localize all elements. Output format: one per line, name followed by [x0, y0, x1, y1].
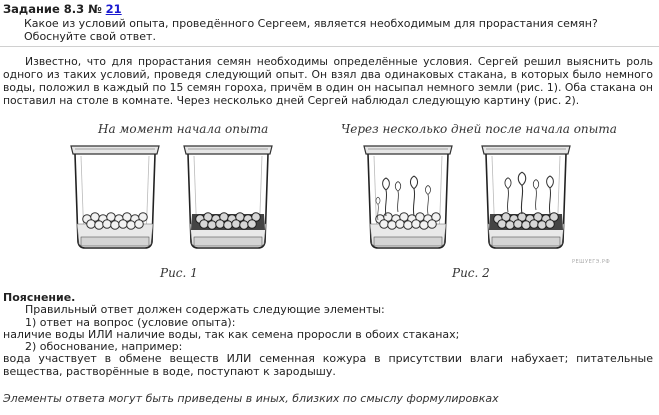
task-question: Какое из условий опыта, проведённого Сергеем, является необходимым для прорастания семян? Обоснуйте свой ответ. [24, 17, 598, 43]
intro-text [3, 55, 653, 107]
task-label: Задание 8.3 № [3, 2, 102, 16]
glass-1-soil [184, 146, 272, 248]
explanation-title: Пояснение. [3, 291, 76, 304]
explanation-line: Правильный ответ должен содержать следующие элементы: [25, 303, 385, 317]
figure-right-title: Через несколько дней после начала опыта [341, 122, 617, 136]
experiment-figure [0, 120, 659, 280]
explanation-line: 2) обоснование, например: [25, 340, 183, 354]
watermark: РЕШУЕГЭ.РФ [572, 259, 611, 265]
glass-2-soil [482, 146, 570, 248]
answer-note: Элементы ответа могут быть приведены в иных, близких по смыслу формулировках [3, 392, 499, 405]
figure-caption-2: Рис. 2 [452, 266, 490, 280]
explanation [3, 292, 653, 378]
explanation-line: наличие воды ИЛИ наличие воды, так как семена проросли в обоих стаканах; [3, 327, 460, 341]
figure-left-title: На момент начала опыта [98, 122, 269, 136]
explanation-line: 1) ответ на вопрос (условие опыта): [25, 315, 236, 329]
explanation-line: вода участвует в обмене веществ ИЛИ семенная кожура в присутствии влаги набухает; питательные вещества, растворённые в воде, поступают к зародышу. [3, 352, 653, 378]
task-number-link[interactable]: 21 [105, 2, 122, 16]
task-header [3, 2, 122, 16]
glass-2-seeds [364, 146, 452, 248]
glass-1-seeds [71, 146, 159, 248]
intro-paragraph: Известно, что для прорастания семян необходимы определённые условия. Сергей решил выяснить роль одного из таких условий, проведя следующий опыт. Он взял два одинаковых стакана, в которых было немного воды, положил в каждый по 15 семян гороха, причём в один он насыпал немного земли (рис. 1). Оба стакана он поставил на столе в комнате. Через несколько дней Сергей наблюдал следующую картину (рис. 2). [3, 55, 653, 107]
separator [0, 46, 659, 47]
figure-caption-1: Рис. 1 [160, 266, 198, 280]
